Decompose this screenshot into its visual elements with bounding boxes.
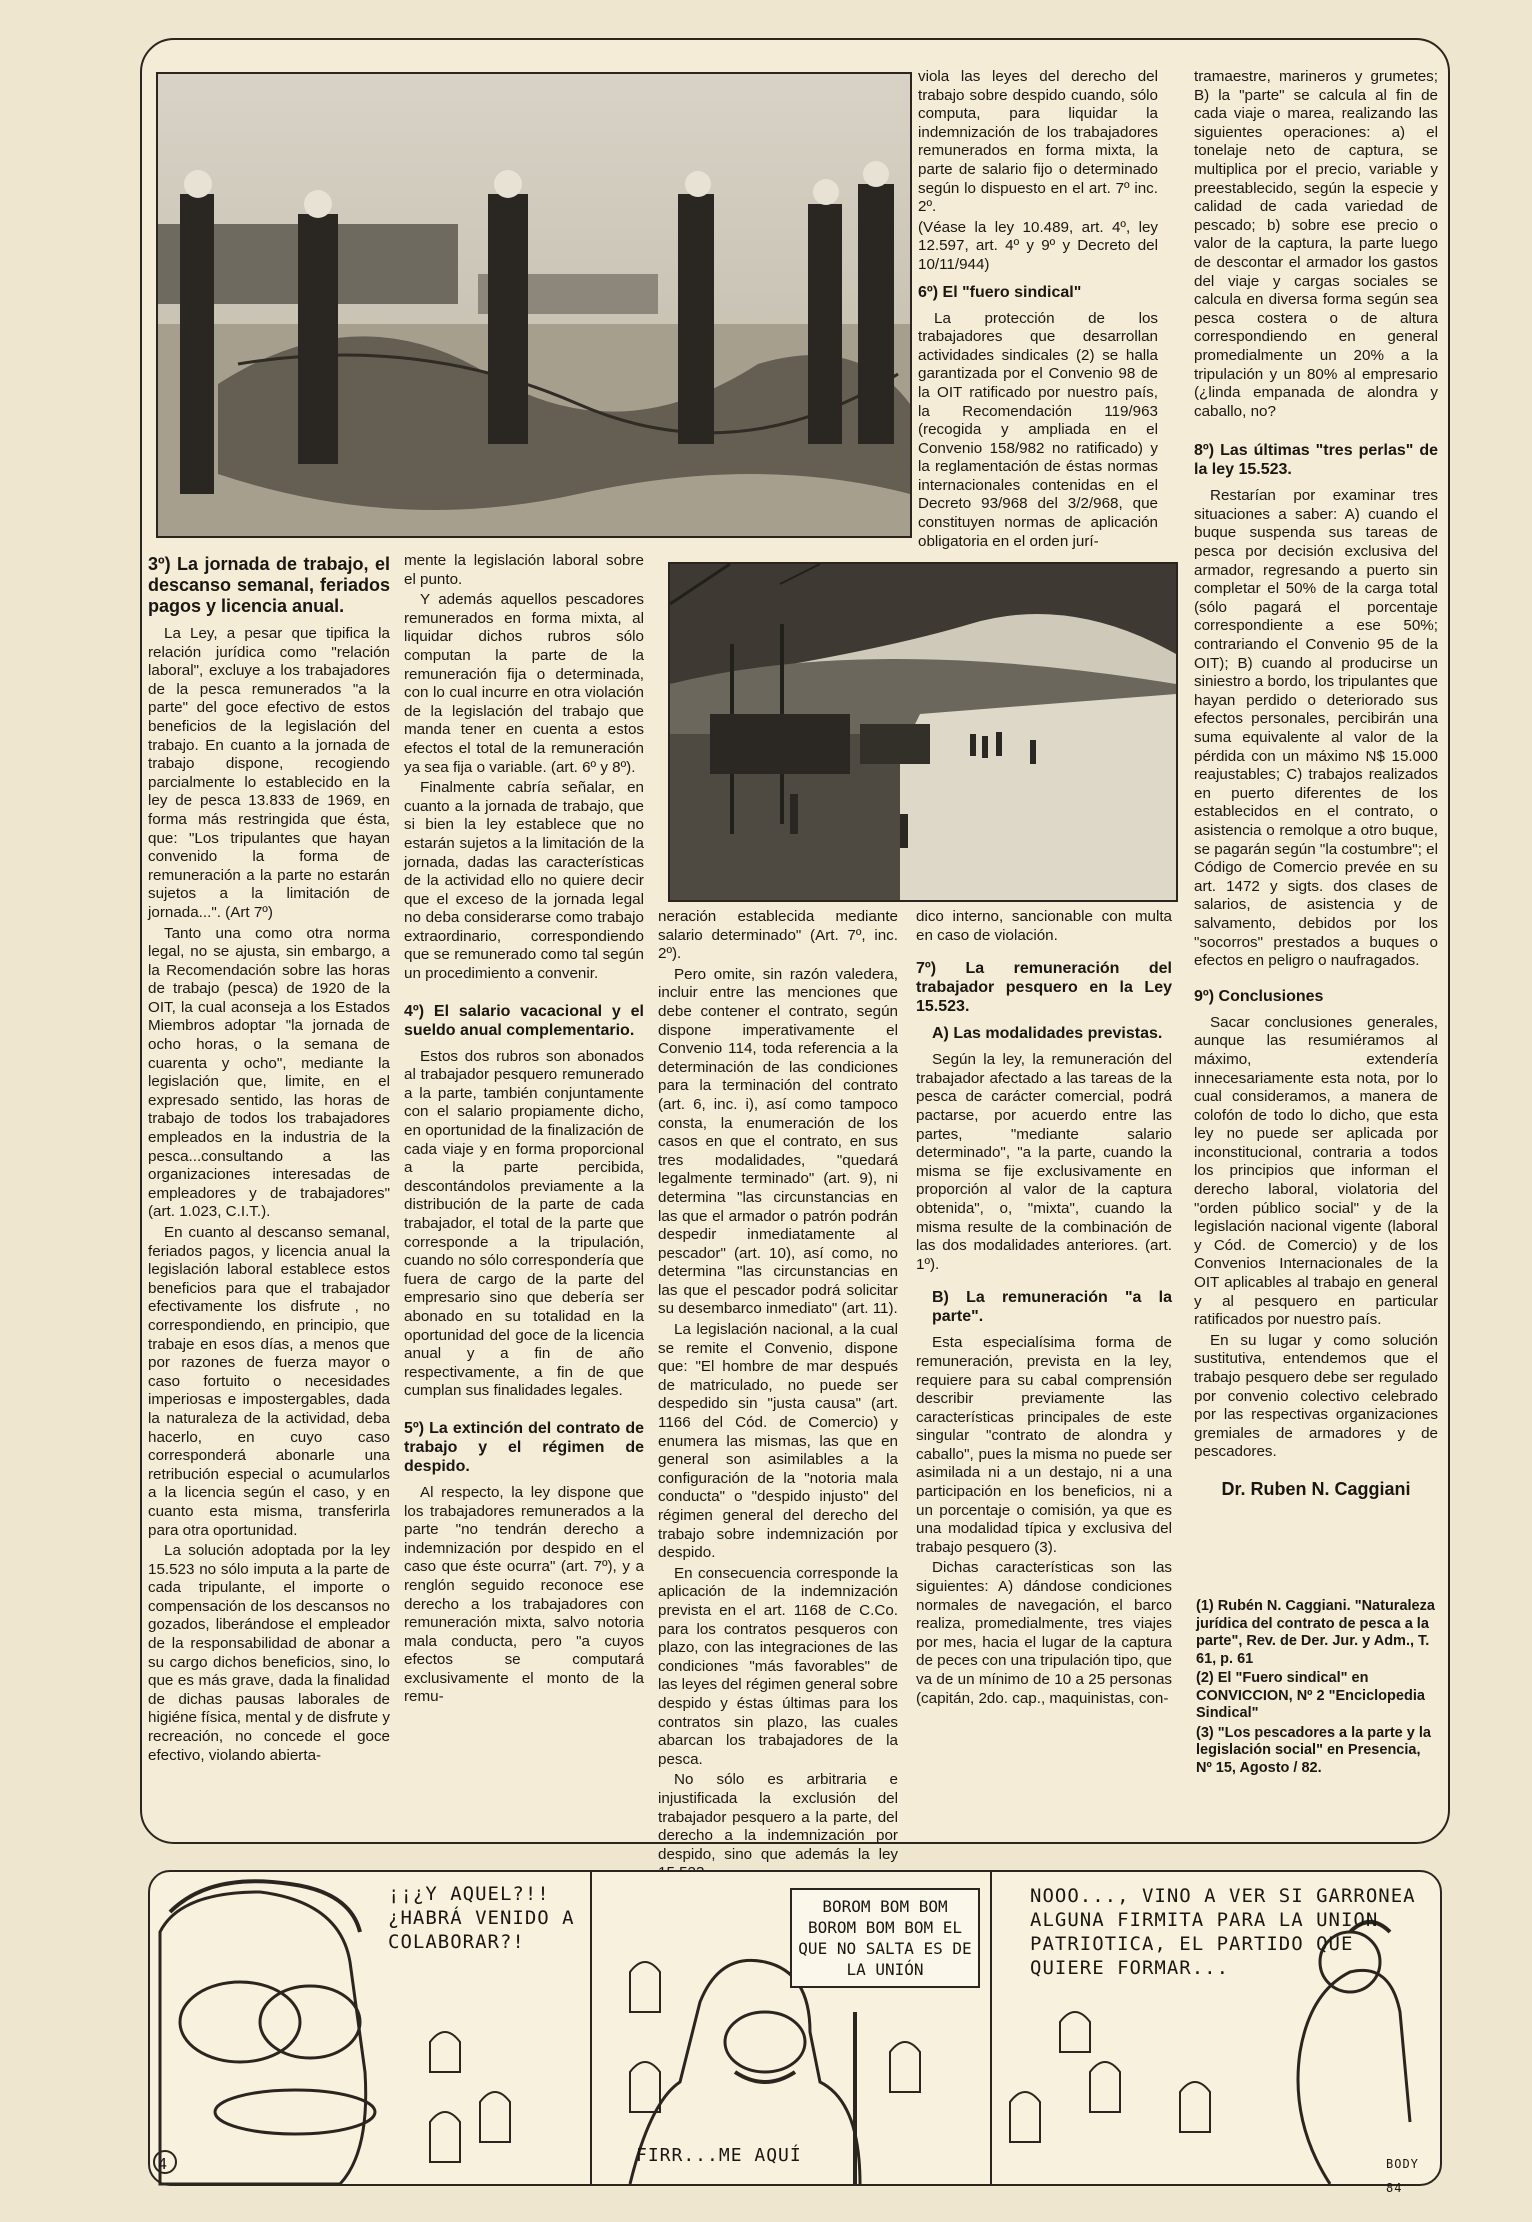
paragraph: La Ley, a pesar que tipifica la relación jurídica como "relación laboral", excluye a los trabajadores de la pesca remunerados "a la parte" del goce efectivo de estos beneficios de la legislación del trabajo. En cuanto a la jornada de trabajo dispone, recogiendo parcialmente lo establecido en la ley de pesca 13.833 de 1969, en forma más restringida que ésta, que: "Los tripulantes que hayan convenido la forma de remuneración a la parte no estarán sujetos a la limitación de jornada...". (Art 7º) [148,625,390,921]
column-4 [1194,68,1438,1548]
section-heading: 8º) Las últimas "tres perlas" de la ley 15.523. [1194,442,1438,479]
subsection-heading: A) Las modalidades previstas. [932,1025,1163,1043]
column-1 [148,552,390,1838]
paragraph: (Véase la ley 10.489, art. 4º, ley 12.597, art. 4º y 9º y Decreto del 10/11/944) [918,218,1158,273]
reference-item: (3) "Los pescadores a la parte y la legislación social" en Presencia, Nº 15, Agosto / 82. [1196,1724,1431,1776]
port-photo [668,562,1178,902]
paragraph: Tanto una como otra norma legal, no se ajusta, sin embargo, a la Recomendación sobre las horas de trabajo (pesca) de 1920 de la OIT, la cual aconseja a los Estados Miembros adoptar "la jornada de ocho horas, o la semana de cuarenta y ocho", mediante la legislación que, limite, en el expresado sentido, las horas de trabajo de todos los trabajadores empleados en la industria de la pesca...consultando a las organizaciones interesadas de empleadores y de trabajadores" (art. 1.023, C.I.T.). [148,924,390,1221]
paragraph: En consecuencia corresponde la aplicación de la indemnización prevista en el art. 1168 de C.Co. para los contratos pesqueros con plazo, con las integraciones de las condiciones "más favorables" de las leyes del régimen general sobre despido y éstas últimas para los contratos sin plazo, las cuales abarcan los trabajadores de la pesca. [658,1564,898,1768]
paragraph: Y además aquellos pescadores remunerados en forma mixta, al liquidar dichos rubros sólo computan la parte de la remuneración fija o determinada, con lo cual incurre en otra violación de la legislación del trabajo que manda tener en cuenta a estos efectos el total de la remuneración ya sea fija o variable. (art. 6º y 8º). [404,591,644,776]
paragraph: Estos dos rubros son abonados al trabajador pesquero remunerado a la parte, también conjuntamente con el salario propiamente dicho, en oportunidad de la finalización de cada viaje y en forma proporcional a la parte percibida, descontándolos previamente a la distribución de la parte de cada trabajador, el total de la parte que corresponde a la tripulación, cuando no sólo correspondería que fuera de cargo de la parte del empresario sino que debería ser abonado en su totalidad en la oportunidad del goce de la licencia anual y a fin de año respectivamente, a fin de que cumplan sus finalidades legales. [404,1047,644,1400]
page-number: 4 [158,2155,169,2173]
reference-item: (1) Rubén N. Caggiani. "Naturaleza jurídica del contrato de pesca a la parte", Rev. de Der. Jur. y Adm., T. 61, p. 61 [1196,1598,1435,1667]
paragraph: Según la ley, la remuneración del trabajador afectado a las tareas de la pesca de carácter comercial, podrá pactarse, por acuerdo entre las partes, "mediante salario determinado", "a la parte, cuando la misma se fije exclusivamente en proporción al valor de la captura obtenida", o, "mixta", cuando la misma resulte de la combinación de las dos modalidades anteriores. (art. 1º). [916,1051,1172,1273]
panel-caption: FIRR...ME AQUÍ [636,2145,802,2166]
paragraph: La solución adoptada por la ley 15.523 no sólo imputa a la parte de cada tripulante, el importe o compensación de los descansos no gozados, liberándose el empleador de la responsabilidad de abonar a su cargo dichos beneficios, sino, lo que es más grave, dada la finalidad de dichas pausas laborales de higiéne física, mental y de disfrute y recreación, no concede el goce efectivo, violando abierta- [148,1542,390,1764]
section-heading: 4º) El salario vacacional y el sueldo anual complementario. [404,1002,644,1039]
comic-panel-3 [990,1872,1438,2195]
paragraph: Dichas características son las siguientes: A) dándose condiciones normales de navegación, el barco realiza, promedialmente, tres viajes por mes, hacia el lugar de la captura de peces con una tripulación tipo, que va de un mínimo de 10 a 25 personas (capitán, 2do. cap., maquinistas, con- [916,1559,1172,1707]
section-heading: 6º) El "fuero sindical" [918,283,1082,301]
comic-panel-2 [590,1872,992,2184]
section-heading: 9º) Conclusiones [1194,987,1324,1005]
speech-bubble: NOOO..., VINO A VER SI GARRONEA ALGUNA FIRMITA PARA LA UNION PATRIOTICA, EL PARTIDO QUE QUIERE FORMAR... [1030,1885,1416,1979]
fishermen-photo [156,72,912,538]
reference-item: (2) El "Fuero sindical" en CONVICCION, Nº 2 "Enciclopedia Sindical" [1196,1670,1425,1721]
artist-signature: BODY 84 [1386,2157,1419,2195]
comic-panel-1 [150,1872,592,2184]
column-2 [404,552,644,1838]
paragraph: La legislación nacional, a la cual se remite el Convenio, dispone que: "El hombre de mar después de matriculado, no puede ser despedido sin "justa causa" (art. 1166 del Cód. de Comercio) y enumera las mismas, las que en general son asimilables a la configuración de la "notoria mala conducta" o "despido injusto" del régimen general del derecho del trabajo sobre indemnización por despido. [658,1321,898,1562]
paragraph: Esta especialísima forma de remuneración, prevista en la ley, requiere para su cabal comprensión describir previamente las características principales de este singular "contrato de alondra y caballo", pues la misma no puede ser asimilada ni a un destajo, ni a una participación en los beneficios, ni a un porcentaje o comisión, ya que es una modalidad típica y exclusiva del trabajo pesquero (3). [916,1334,1172,1556]
subsection-heading: B) La remuneración "a la parte". [932,1289,1172,1326]
article-frame [140,38,1450,1863]
paragraph: Sacar conclusiones generales, aunque las resumiéramos al máximo, extendería innecesariamente esta nota, por lo cual consideramos, a manera de colofón de todo lo dicho, que esta ley no puede ser aplicada por inconstitucional, contraria a todos los principios que informan el derecho laboral, violatoria del "orden público social" y de la legislación nacional vigente (laboral y Cód. de Comercio) y de los Convenios Internacionales de la OIT aplicables al trabajo en general y al pesquero en particular ratificados por nuestro país. [1194,1013,1438,1329]
comic-strip [148,1870,1442,2195]
references [1196,1598,1436,1779]
paragraph: tramaestre, marineros y grumetes; B) la "parte" se calcula al fin de cada viaje o marea, realizando las siguientes operaciones: a) el tonelaje neto de captura, se multiplica por el precio, variable y preestablecido, según la especie y calidad de cada variedad de pescado; b) sobre ese precio o valor de la captura, la parte luego de descontar el armador los gastos del viaje y cargas sociales se calcula en diversa forma según sea pesca costera o de altura correspondiendo en general promedialmente un 20% a la tripulación y un 80% al empresario (¿linda empanada de alondra y caballo, no? [1194,68,1438,420]
paragraph: La protección de los trabajadores que desarrollan actividades sindicales (2) se halla garantizada por el Convenio 98 de la OIT ratificado por nuestro país, la Recomendación 119/963 (recogida y ampliada en el Convenio 158/982 no ratificado) y la reglamentación de éstas normas internacionales contenidas en el Decreto 93/968 del 3/2/968, que constituyen normas de aplicación obligatoria en el orden jurí- [918,309,1158,550]
paragraph: viola las leyes del derecho del trabajo sobre despido cuando, sólo computa, para liquidar la indemnización de los trabajadores remunerados en forma mixta, la parte de salario fijo o determinado según lo dispuesto en el art. 7º inc. 2º. [918,68,1158,216]
column-3-top [918,68,1158,580]
column-remuneracion [916,908,1172,1838]
paragraph: mente la legislación laboral sobre el punto. [404,552,644,588]
paragraph: Pero omite, sin razón valedera, incluir entre las menciones que debe contener el contrato, según dispone imperativamente el Convenio 114, toda referencia a la determinación de las condiciones para la terminación del contrato (art. 6, inc. i), así como tampoco consta, la enumeración de los casos en que el contrato, en sus tres modalidades, "quedará legalmente terminado" (art. 9), ni determina "las circunstancias en las que el armador o patrón podrán despedir inmediatamente al pescador" (art. 10), así como, no determina "las circunstancias en las que el pescador podrá solicitar su desembarco inmediato" (art. 11). [658,965,898,1318]
paragraph: Finalmente cabría señalar, en cuanto a la jornada de trabajo, que si bien la ley establece que no estarán sujetos a la limitación de la jornada, dadas las características de la actividad ello no quiere decir que el exceso de la jornada legal no deba considerarse como trabajo extraordinario, correspondiendo que se remunerado como tal según un procedimiento a convenir. [404,779,644,983]
author-signature: Dr. Ruben N. Caggiani [1221,1478,1411,1499]
paragraph: neración establecida mediante salario determinado" (Art. 7º, inc. 2º). [658,908,898,963]
paragraph: dico interno, sancionable con multa en caso de violación. [916,908,1172,944]
column-3-bottom [658,908,898,1863]
protest-sign: BOROM BOM BOM BOROM BOM BOM EL QUE NO SALTA ES DE LA UNIÓN [790,1888,980,1988]
section-heading: 7º) La remuneración del trabajador pesquero en la Ley 15.523. [916,960,1172,1016]
paragraph: En cuanto al descanso semanal, feriados pagos, y licencia anual la legislación laboral establece estos beneficios para que el trabajador efectivamente los disfrute , no correspondiendo, en principio, que trabaje en esos días, a menos que por razones de fuerza mayor o caso fortuito o necesidades imperiosas e impostergables, dada la naturaleza de la actividad, deba hacerlo, en cuyo caso corresponderá abonarle una retribución especial o acumularlos a la licencia según el caso, y en cuanto esta misma, transferirla para otra oportunidad. [148,1224,390,1539]
paragraph: En su lugar y como solución sustitutiva, entendemos que el trabajo pesquero debe ser regulado por convenio colectivo celebrado por las respectivas organizaciones gremiales de armadores y de pescadores. [1194,1331,1438,1461]
speech-bubble: ¡¡¿Y AQUEL?!! ¿HABRÁ VENIDO A COLABORAR?! [388,1883,575,1953]
paragraph: Restarían por examinar tres situaciones a saber: A) cuando el buque suspenda sus tareas de pesca por decisión exclusiva del armador, regresando a puerto sin completar el 50% de la carga total (sólo pagará el porcentaje correspondiente a ese 50%; contrariando el Convenio 95 de la OIT); B) cuando al producirse un siniestro a bordo, los tripulantes que hayan perdido o deteriorado sus efectos personales, percibirán una suma equivalente al valor de la pérdida con un máximo N$ 15.000 reajustables; C) trabajos realizados en puerto diferentes de los establecidos en el contrato, o asistencia o remolque a otro buque, se pagarán según "la costumbre"; el Código de Comercio prevée en su art. 1472 y sigts. dos clases de salarios, de asistencia y de salvamento, debidos por los "socorros" prestados a buques o efectos en peligro o naufragados. [1194,487,1438,970]
paragraph: No sólo es arbitraria e injustificada la exclusión del trabajador pesquero a la parte, del derecho a la indemnización por despido, sino que además la ley [658,1771,898,1863]
section-heading: 3º) La jornada de trabajo, el descanso semanal, feriados pagos y licencia anual. [148,554,390,616]
section-heading: 5º) La extinción del contrato de trabajo y el régimen de despido. [404,1419,644,1475]
paragraph: Al respecto, la ley dispone que los trabajadores remunerados a la parte "no tendrán derecho a indemnización por despido en el caso que éste ocurra" (art. 7º), y a renglón seguido reconoce ese derecho a los trabajadores con remuneración mixta, salvo notoria mala conducta, pero "a cuyos efectos se computará exclusivamente el monto de la remu- [404,1483,644,1706]
